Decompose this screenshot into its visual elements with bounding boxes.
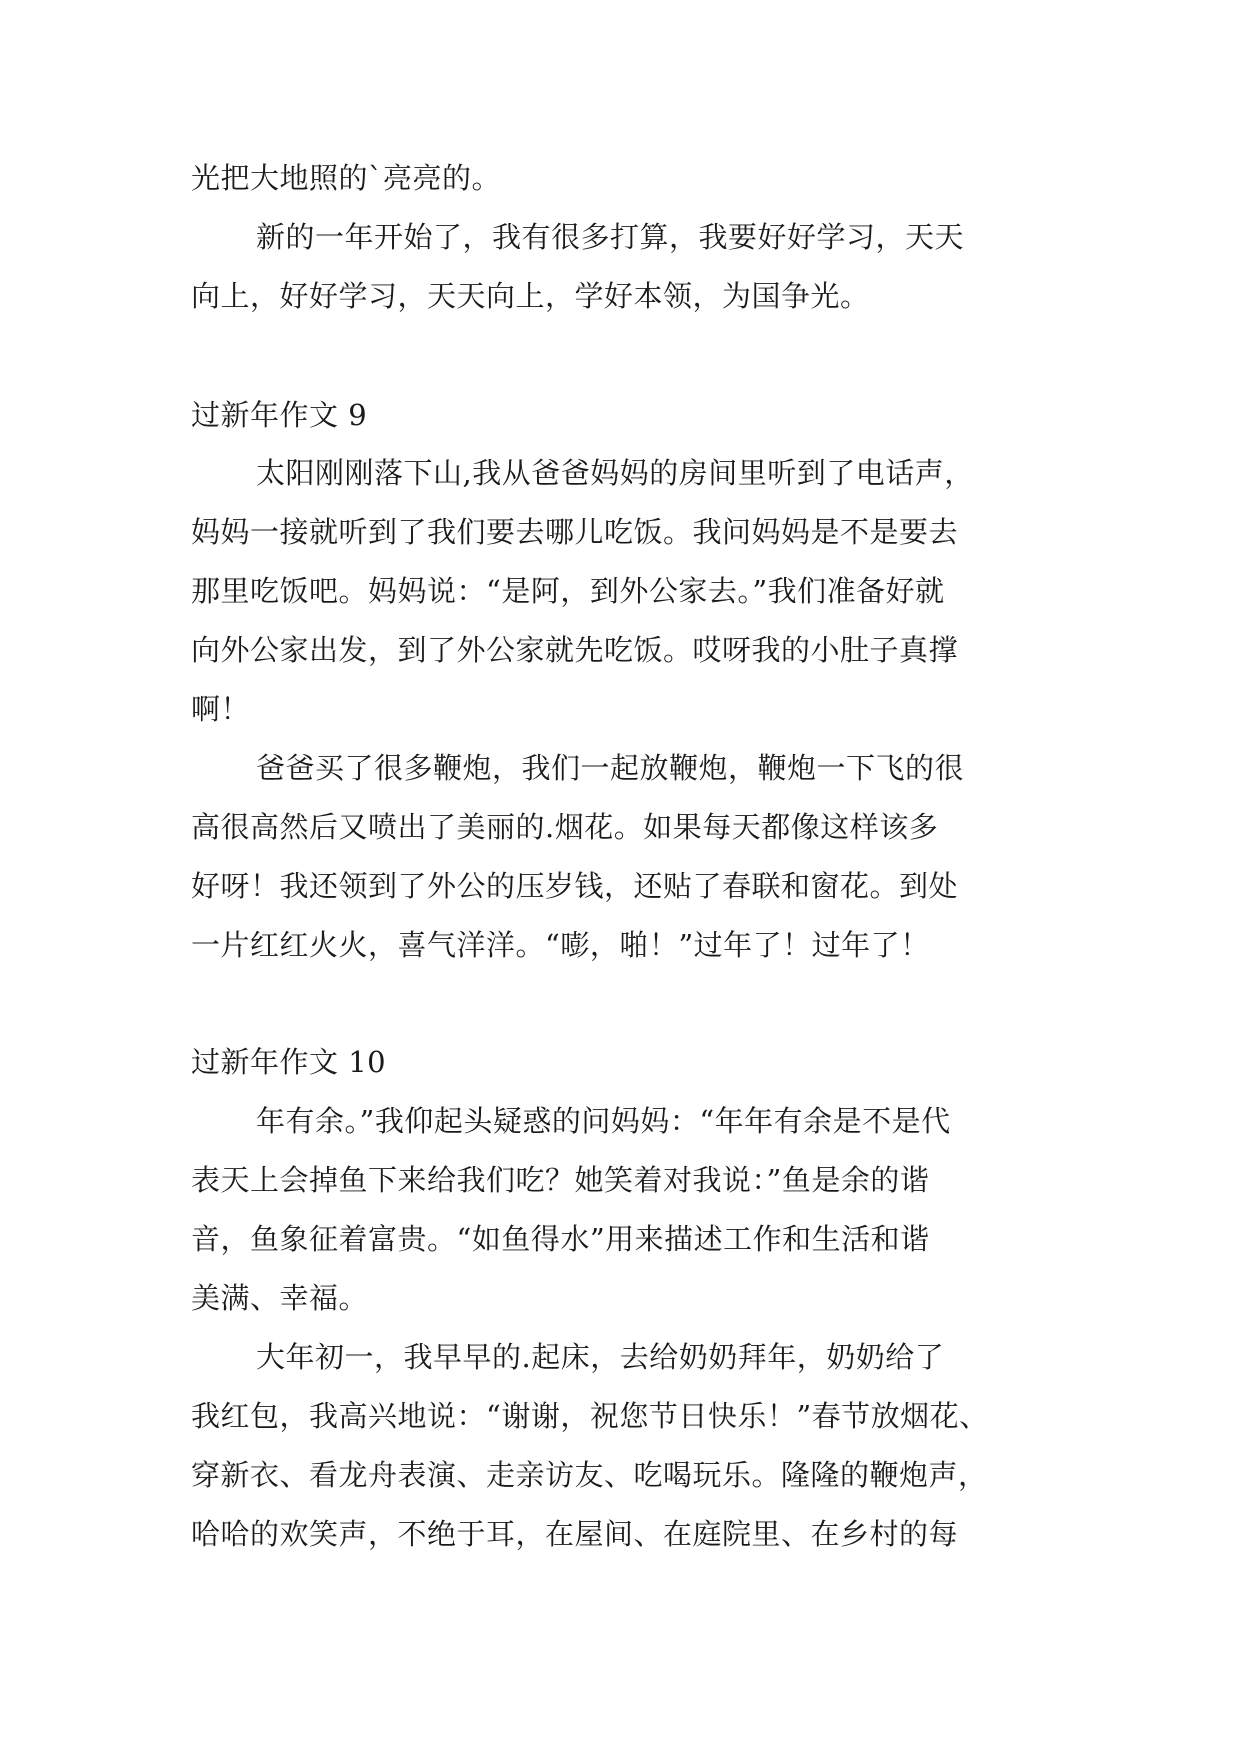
paragraph-line: 向外公家出发，到了外公家就先吃饭。哎呀我的小肚子真撑 [191,633,959,667]
paragraph-line: 啊！ [191,692,251,726]
paragraph-line: 向上，好好学习，天天向上，学好本领，为国争光。 [191,279,870,313]
paragraph-line: 那里吃饭吧。妈妈说：“是阿，到外公家去。”我们准备好就 [191,574,945,608]
paragraph-line: 表天上会掉鱼下来给我们吃？她笑着对我说：”鱼是余的谐 [191,1163,930,1197]
paragraph-line: 爸爸买了很多鞭炮，我们一起放鞭炮，鞭炮一下飞的很 [256,751,965,785]
paragraph-line: 好呀！我还领到了外公的压岁钱，还贴了春联和窗花。到处 [191,869,959,903]
paragraph-line: 太阳刚刚落下山,我从爸爸妈妈的房间里听到了电话声， [256,456,974,490]
paragraph-line: 一片红红火火，喜气洋洋。“嘭，啪！”过年了！过年了！ [191,928,930,962]
paragraph-line: 年有余。”我仰起头疑惑的问妈妈：“年年有余是不是代 [256,1104,951,1138]
paragraph-line: 美满、幸福。 [191,1281,369,1315]
paragraph-line: 我红包，我高兴地说：“谢谢，祝您节日快乐！”春节放烟花、 [191,1399,989,1433]
section-heading-essay-10: 过新年作文 10 [191,1045,387,1079]
paragraph-line: 穿新衣、看龙舟表演、走亲访友、吃喝玩乐。隆隆的鞭炮声， [191,1458,988,1492]
section-heading-essay-9: 过新年作文 9 [191,398,368,432]
paragraph-line: 高很高然后又喷出了美丽的.烟花。如果每天都像这样该多 [191,810,939,844]
paragraph-line: 哈哈的欢笑声，不绝于耳，在屋间、在庭院里、在乡村的每 [191,1517,959,1551]
paragraph-line: 大年初一，我早早的.起床，去给奶奶拜年，奶奶给了 [256,1340,945,1374]
paragraph-line: 新的一年开始了，我有很多打算，我要好好学习，天天 [256,220,965,254]
paragraph-line: 光把大地照的`亮亮的。 [191,161,502,195]
paragraph-line: 音，鱼象征着富贵。“如鱼得水”用来描述工作和生活和谐 [191,1222,930,1256]
paragraph-line: 妈妈一接就听到了我们要去哪儿吃饭。我问妈妈是不是要去 [191,515,959,549]
